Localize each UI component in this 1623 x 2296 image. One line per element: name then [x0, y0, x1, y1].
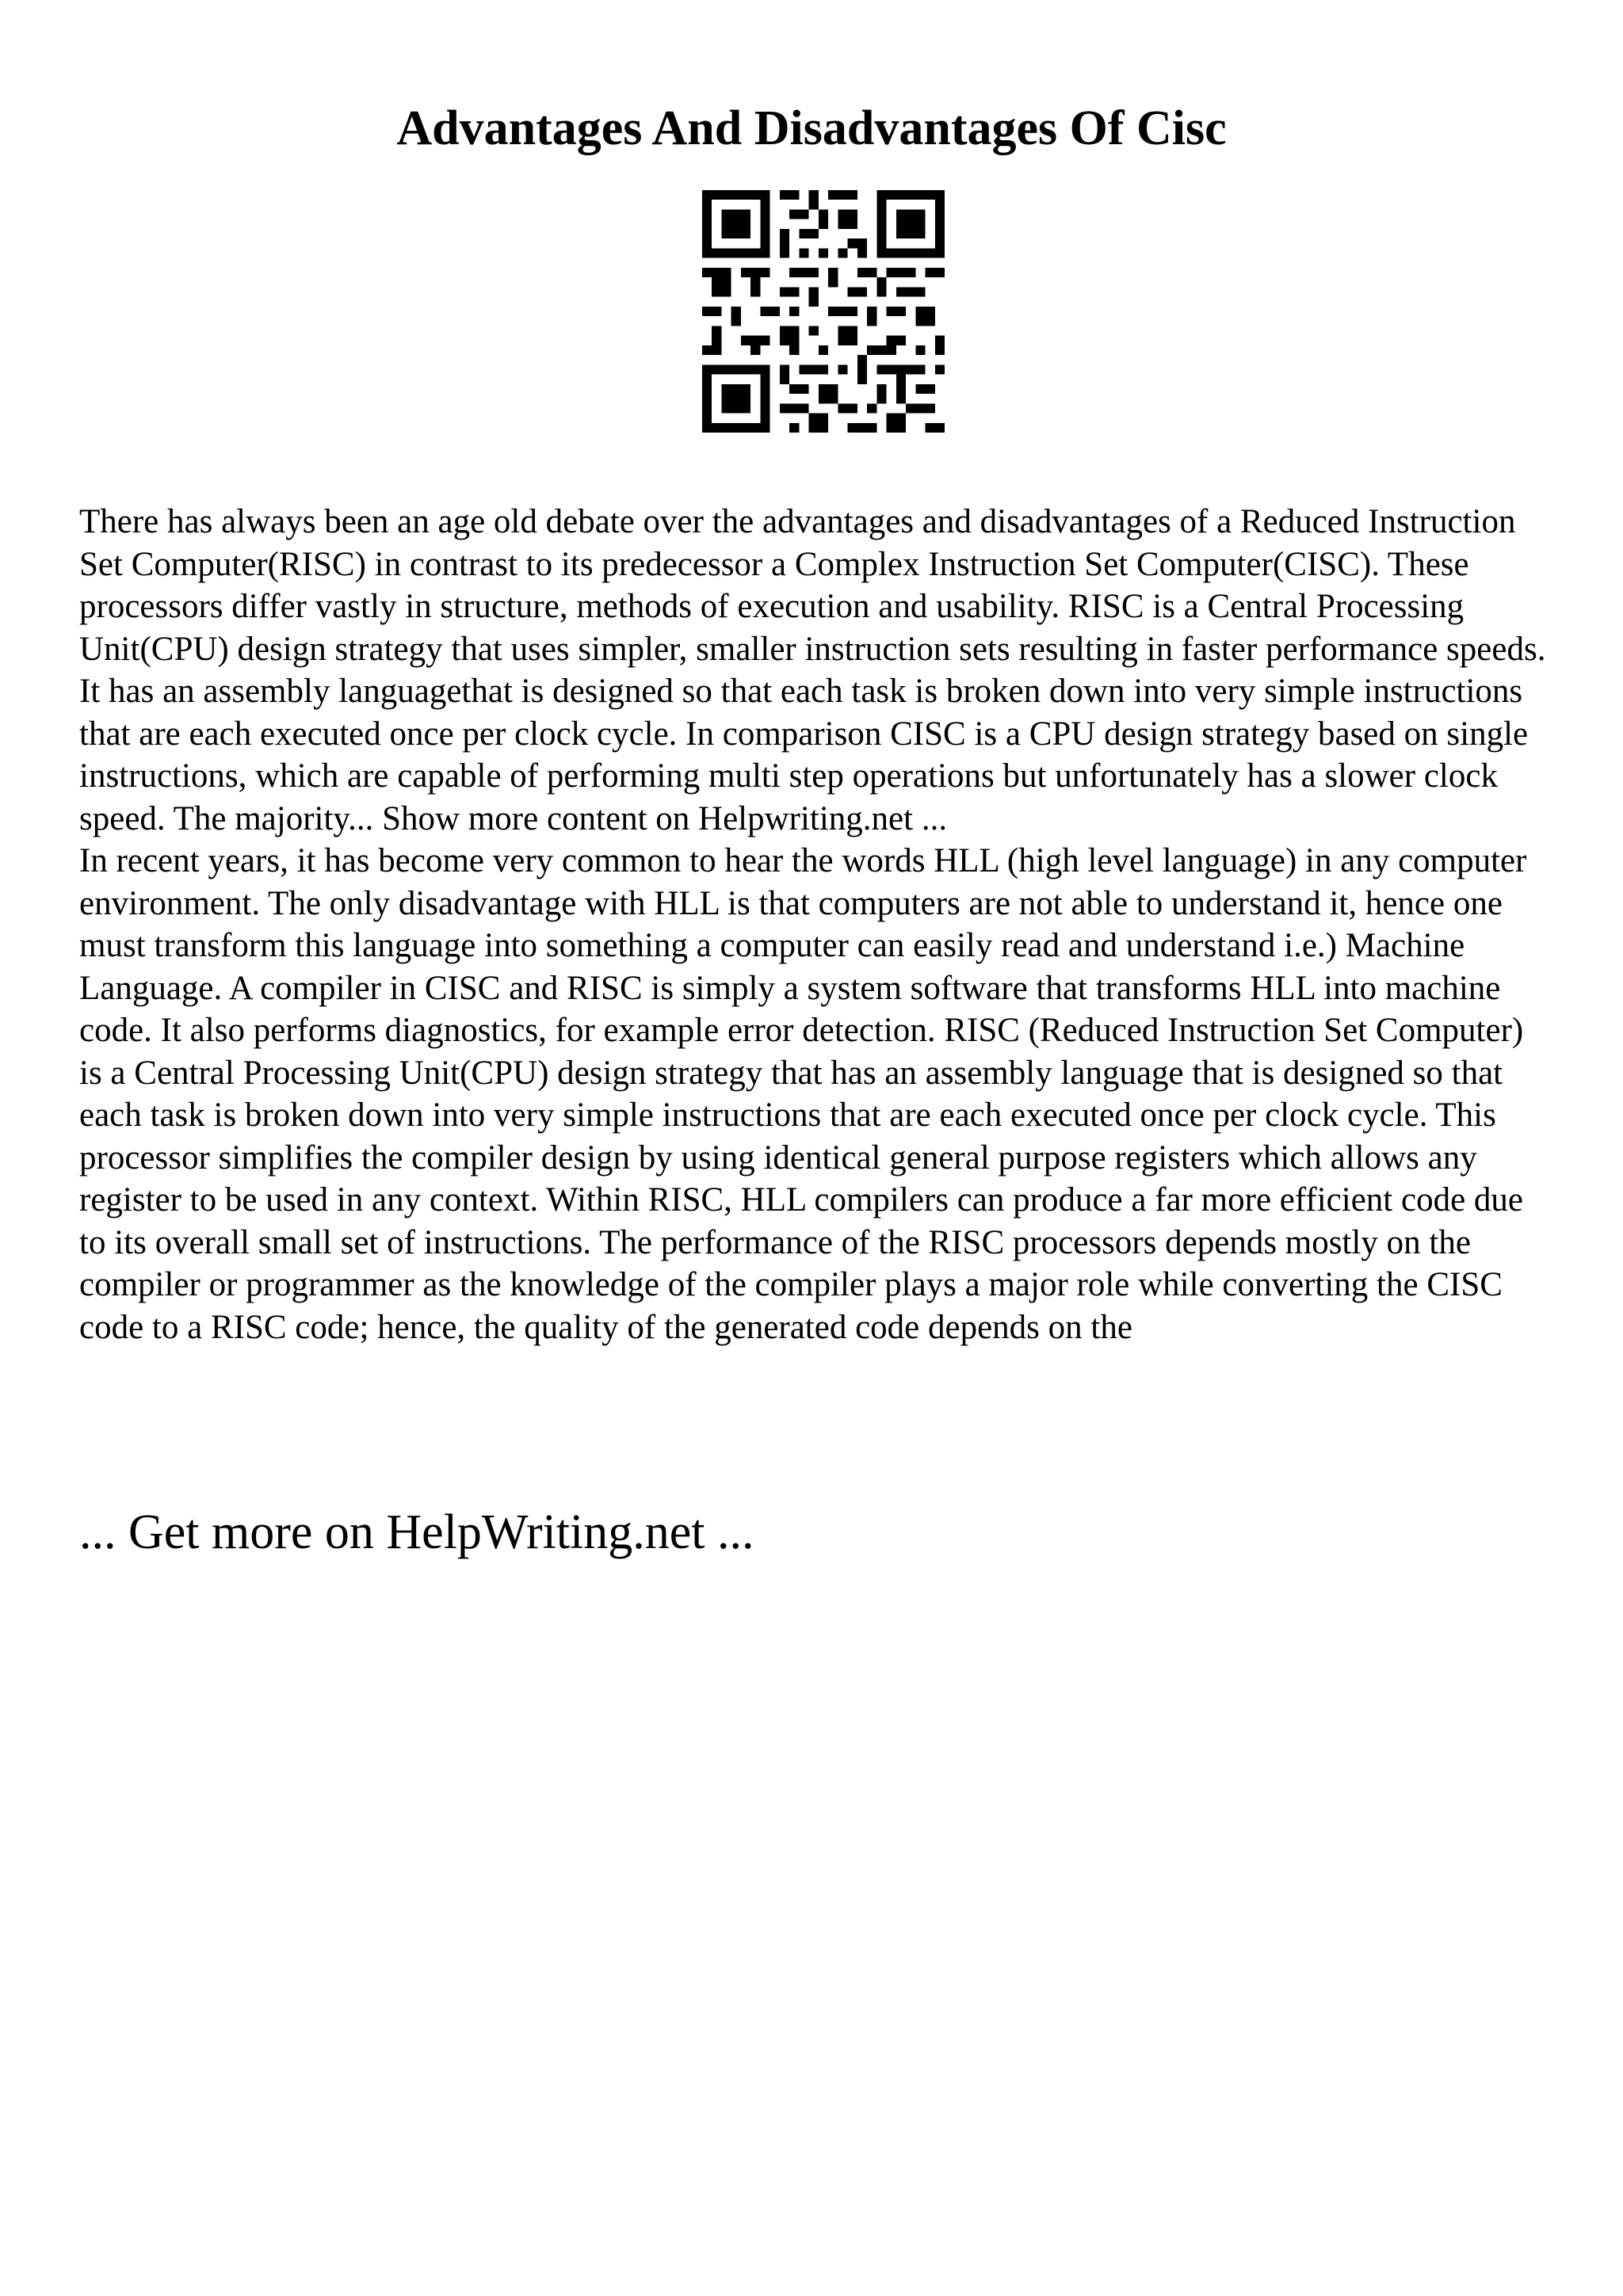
article-paragraph: In recent years, it has become very common to hear the words HLL (high level language) in any computer environment. The only disadvantage with HLL is that computers are not able to understand it, hence one must transform this language into something a computer can easily read and understand i.e.) Machine Language. A compiler in CISC and RISC is simply a system software that transforms HLL into machine code. It also performs diagnostics, for example error detection. RISC (Reduced Instruction Set Computer) is a Central Processing Unit(CPU) design strategy that has an assembly language that is designed so that each task is broken down into very simple instructions that are each executed once per clock cycle. This processor simplifies the compiler design by using identical general purpose registers which allows any register to be used in any context. Within RISC, HLL compilers can produce a far more efficient code due to its overall small set of instructions. The performance of the RISC processors depends mostly on the compiler or programmer as the knowledge of the compiler plays a major role while converting the CISC code to a RISC code; hence, the quality of the generated code depends on the [79, 842, 1527, 1346]
page-title: Advantages And Disadvantages Of Cisc [396, 101, 1227, 155]
article-paragraph: There has always been an age old debate over the advantages and disadvantages of a Reduced Instruction Set Computer(RISC) in contrast to its predecessor a Complex Instruction Set Computer(CISC). These processors differ vastly in structure, methods of execution and usability. RISC is a Central Processing Unit(CPU) design strategy that uses simpler, smaller instruction sets resulting in faster performance speeds. It has an assembly languagethat is designed so that each task is broken down into very simple instructions that are each executed once per clock cycle. In comparison CISC is a CPU design strategy based on single instructions, which are capable of performing multi step operations but unfortunately has a slower clock speed. The majority... Show more content on Helpwriting.net ... [79, 503, 1546, 837]
get-more-link[interactable]: ... Get more on HelpWriting.net ... [79, 1505, 754, 1559]
article-body [79, 501, 1553, 1348]
qr-code-icon [702, 190, 945, 433]
